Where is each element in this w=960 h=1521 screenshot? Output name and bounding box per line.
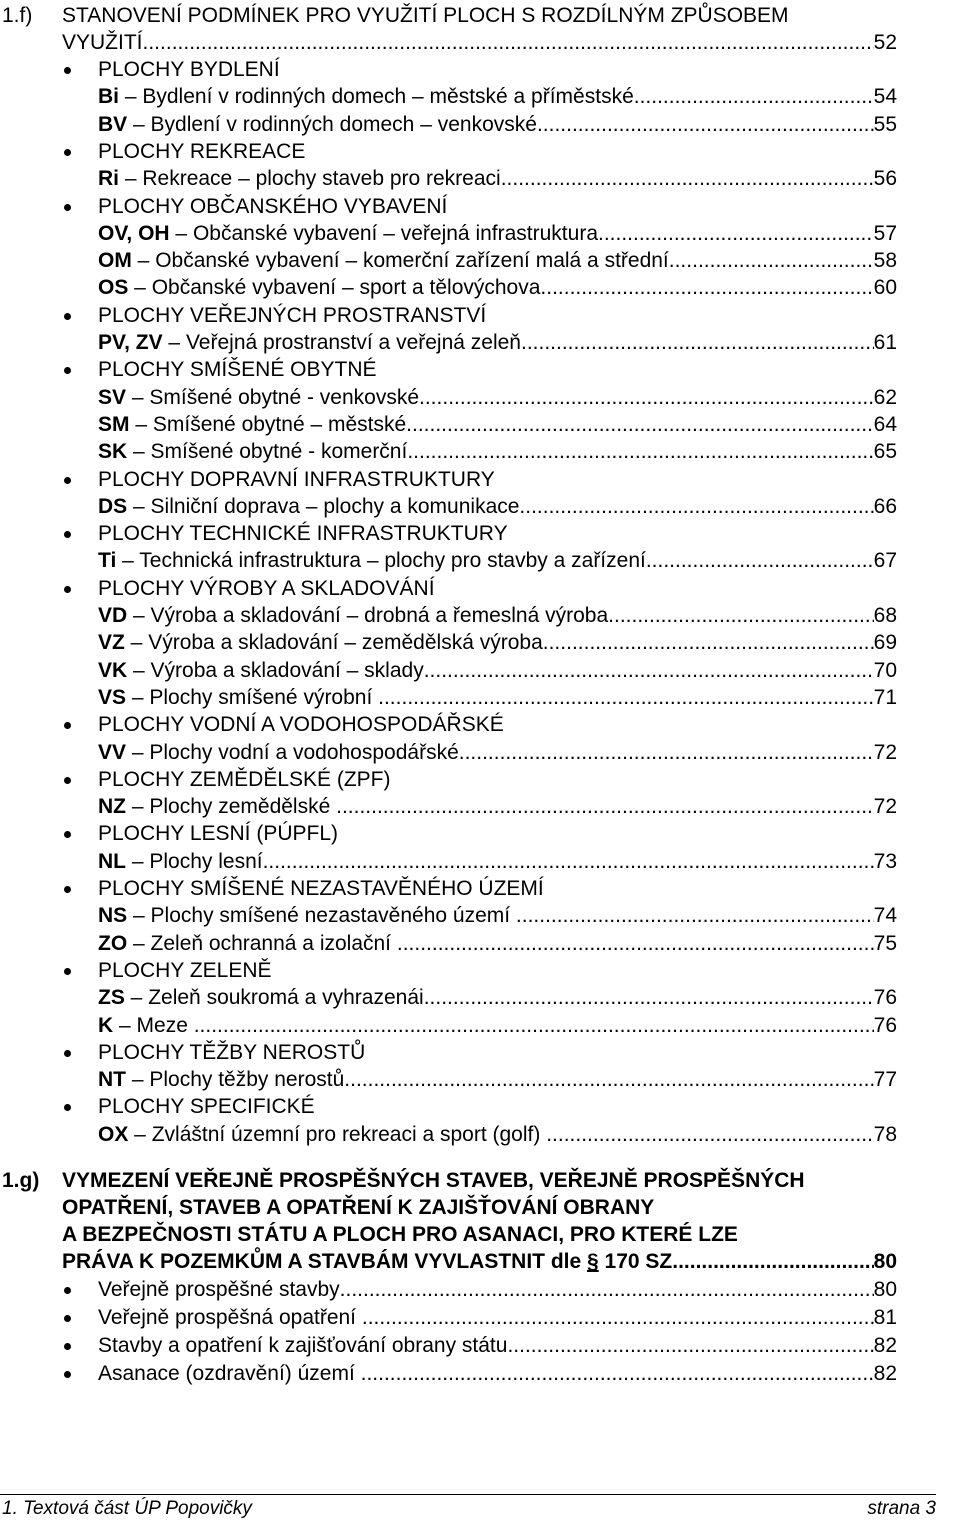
entry-description: Plochy zemědělské	[149, 795, 337, 819]
leader-dots	[406, 411, 873, 438]
section-title: STANOVENÍ PODMÍNEK PRO VYUŽITÍ PLOCH S ROZDÍLNÝM ZPŮSOBEM	[62, 4, 789, 27]
toc-group-heading[interactable]	[0, 1093, 960, 1120]
entry-label	[98, 657, 424, 684]
entry-separator: –	[126, 1068, 150, 1092]
page-number: 56	[873, 167, 897, 191]
toc-entry[interactable]	[0, 220, 960, 247]
leader-dots	[669, 247, 874, 274]
entry-description: Smíšené obytné - komerční	[150, 440, 408, 464]
page-number: 76	[873, 986, 897, 1010]
toc-entry[interactable]	[0, 247, 960, 274]
entry-separator: –	[119, 85, 143, 109]
leader-dots	[634, 83, 874, 110]
leader-dots	[540, 274, 873, 301]
toc-entry[interactable]	[0, 684, 960, 711]
leader-dots	[361, 1360, 874, 1387]
entry-code: SM	[98, 412, 130, 436]
entry-separator: –	[126, 795, 150, 819]
page-number: 82	[873, 1362, 897, 1385]
entry-label	[98, 165, 501, 192]
entry-description: Zvláštní územní pro rekreaci a sport (golf)	[151, 1122, 547, 1146]
entry-separator: –	[169, 221, 193, 245]
entry-label	[98, 547, 646, 574]
toc-entry[interactable]	[0, 657, 960, 684]
toc-entry[interactable]	[0, 1360, 960, 1387]
leader-dots	[362, 1304, 874, 1331]
toc-entry[interactable]	[0, 165, 960, 192]
entry-code: VS	[98, 685, 127, 709]
toc-entry[interactable]	[0, 274, 960, 301]
entry-description: Technická infrastruktura – plochy pro stavby a zařízení	[139, 549, 646, 573]
page-number: 67	[873, 549, 897, 573]
entry-description: Bydlení v rodinných domech – venkovské	[150, 112, 537, 136]
page-number: 68	[873, 604, 897, 627]
toc-entry[interactable]	[0, 1304, 960, 1331]
entry-separator: –	[127, 931, 151, 955]
entry-code: NL	[98, 849, 126, 873]
bullet-icon	[64, 1371, 71, 1378]
toc-entry[interactable]	[0, 848, 960, 875]
toc-group-heading[interactable]	[0, 193, 960, 220]
toc-entry[interactable]	[0, 602, 960, 629]
group-heading-text: PLOCHY BYDLENÍ	[98, 58, 280, 81]
entry-code: SV	[98, 385, 127, 409]
section-title: A BEZPEČNOSTI STÁTU A PLOCH PRO ASANACI, PRO KTERÉ LZE	[62, 1223, 738, 1246]
page-number: 52	[873, 31, 897, 54]
footer-divider	[0, 1494, 936, 1495]
section-number: 1.f)	[2, 4, 33, 27]
leader-dots	[516, 902, 874, 929]
toc-entry[interactable]	[0, 384, 960, 411]
entry-label	[98, 329, 521, 356]
page-footer	[2, 1498, 936, 1520]
leader-dots	[424, 984, 874, 1011]
entry-code: VZ	[98, 631, 125, 655]
page-number: 72	[873, 795, 897, 819]
page-number: 65	[873, 440, 897, 464]
entry-separator: –	[124, 986, 149, 1010]
leader-dots	[424, 657, 874, 684]
page-number: 76	[873, 1013, 897, 1037]
entry-label	[98, 793, 336, 820]
entry-label	[98, 848, 263, 875]
page-number: 69	[873, 631, 897, 655]
entry-description: Zeleň soukromá a vyhrazenái	[148, 986, 424, 1010]
bullet-icon	[64, 1050, 71, 1057]
group-heading-text: PLOCHY DOPRAVNÍ INFRASTRUKTURY	[98, 467, 495, 491]
page-number: 61	[873, 331, 897, 354]
toc-group-heading[interactable]	[0, 302, 960, 329]
page-number: 78	[873, 1122, 897, 1146]
entry-code: SK	[98, 440, 128, 464]
entry-label: Veřejně prospěšná opatření	[98, 1306, 362, 1329]
entry-label: Stavby a opatření k zajišťování obrany státu	[98, 1334, 508, 1357]
group-heading-text: PLOCHY SMÍŠENÉ NEZASTAVĚNÉHO ÚZEMÍ	[98, 877, 544, 900]
bullet-icon	[64, 313, 71, 320]
page-number: 55	[873, 112, 897, 136]
leader-dots	[646, 547, 874, 574]
leader-dots	[507, 1332, 873, 1359]
entry-label	[98, 602, 608, 629]
entry-separator: –	[127, 494, 151, 518]
entry-code: NT	[98, 1068, 126, 1092]
entry-label	[98, 1121, 546, 1148]
entry-code: NZ	[98, 795, 126, 819]
entry-description: Výroba a skladování – drobná a řemeslná výroba	[150, 604, 609, 627]
section-f-title-line1[interactable]	[0, 2, 960, 29]
entry-description: Rekreace – plochy staveb pro rekreaci	[142, 167, 501, 191]
toc-entry[interactable]	[0, 1332, 960, 1359]
page-number: 80	[873, 1278, 897, 1301]
page-number: 54	[873, 85, 897, 109]
toc-group-heading[interactable]	[0, 875, 960, 902]
leader-dots	[501, 165, 874, 192]
entry-code: VD	[98, 604, 128, 627]
group-heading-text: PLOCHY VEŘEJNÝCH PROSTRANSTVÍ	[98, 303, 487, 327]
toc-group-heading[interactable]	[0, 711, 960, 738]
page-number: 64	[873, 412, 897, 436]
bullet-icon	[64, 477, 71, 484]
toc-group-heading[interactable]	[0, 356, 960, 383]
group-heading-text: PLOCHY TĚŽBY NEROSTŮ	[98, 1040, 366, 1064]
leader-dots	[340, 1276, 874, 1303]
leader-dots	[194, 1012, 874, 1039]
toc-entry[interactable]	[0, 930, 960, 957]
page-number: 71	[873, 685, 897, 709]
section-g-title-line3[interactable]	[0, 1221, 960, 1248]
entry-code: ZO	[98, 931, 128, 955]
entry-description: Občanské vybavení – sport a tělovýchova	[151, 276, 541, 300]
bullet-icon	[64, 722, 71, 729]
entry-description: Občanské vybavení – veřejná infrastruktura	[192, 221, 598, 245]
toc-entry[interactable]	[0, 438, 960, 465]
entry-description: Meze	[136, 1013, 194, 1037]
page-number: 74	[873, 904, 897, 928]
title-text: 170 SZ	[598, 1250, 673, 1273]
section-title: VYUŽITÍ	[62, 31, 143, 54]
leader-dots	[608, 602, 873, 629]
group-heading-text: PLOCHY VODNÍ A VODOHOSPODÁŘSKÉ	[98, 713, 504, 737]
entry-label	[98, 984, 424, 1011]
entry-code: Ti	[98, 549, 117, 573]
entry-description: Smíšené obytné - venkovské	[149, 385, 420, 409]
entry-label	[98, 247, 669, 274]
entry-label	[98, 902, 516, 929]
entry-label	[98, 274, 540, 301]
leader-dots	[672, 1248, 873, 1275]
toc-entry[interactable]	[0, 1012, 960, 1039]
section-g-title-line2[interactable]	[0, 1194, 960, 1221]
toc-group-heading[interactable]	[0, 56, 960, 83]
entry-code: VV	[98, 740, 127, 764]
toc-group-heading[interactable]	[0, 766, 960, 793]
entry-code: Bi	[98, 85, 119, 109]
entry-label	[98, 111, 537, 138]
bullet-icon	[64, 1315, 71, 1322]
entry-description: Plochy vodní a vodohospodářské	[149, 740, 459, 764]
bullet-icon	[64, 586, 71, 593]
page-number: 75	[873, 931, 897, 955]
entry-label	[98, 684, 378, 711]
bullet-icon	[64, 1104, 71, 1111]
toc-entry[interactable]	[0, 793, 960, 820]
toc-group-heading[interactable]	[0, 575, 960, 602]
entry-description: Plochy těžby nerostů	[149, 1068, 345, 1092]
entry-description: Bydlení v rodinných domech – městské a příměstské	[142, 85, 634, 109]
entry-description: Výroba a skladování – sklady	[150, 658, 424, 682]
section-title: VYMEZENÍ VEŘEJNĚ PROSPĚŠNÝCH STAVEB, VEŘEJNĚ PROSPĚŠNÝCH	[62, 1169, 805, 1192]
leader-dots	[546, 1121, 873, 1148]
toc-group-heading[interactable]	[0, 466, 960, 493]
toc-entry[interactable]	[0, 1276, 960, 1303]
toc-entry[interactable]	[0, 493, 960, 520]
entry-code: OV, OH	[98, 221, 170, 245]
entry-separator: –	[113, 1013, 137, 1037]
page-number: 62	[873, 385, 897, 409]
entry-label	[98, 411, 406, 438]
bullet-icon	[64, 367, 71, 374]
entry-code: BV	[98, 112, 128, 136]
paragraph-symbol: §	[587, 1250, 599, 1273]
toc-entry[interactable]	[0, 1121, 960, 1148]
section-title: OPATŘENÍ, STAVEB A OPATŘENÍ K ZAJIŠŤOVÁNÍ OBRANY	[62, 1196, 655, 1219]
entry-code: ZS	[98, 986, 125, 1010]
toc-entry[interactable]	[0, 111, 960, 138]
entry-separator: –	[129, 412, 153, 436]
entry-label	[98, 629, 543, 656]
section-title	[62, 1248, 672, 1275]
toc-entry[interactable]	[0, 902, 960, 929]
entry-label: Asanace (ozdravění) území	[98, 1362, 361, 1385]
leader-dots	[336, 793, 874, 820]
entry-separator: –	[126, 385, 150, 409]
entry-label	[98, 438, 407, 465]
entry-label	[98, 1012, 194, 1039]
entry-separator: –	[126, 740, 150, 764]
entry-label	[98, 220, 598, 247]
entry-description: Silniční doprava – plochy a komunikace	[150, 494, 520, 518]
entry-code: OX	[98, 1122, 129, 1146]
leader-dots	[543, 629, 874, 656]
toc-entry[interactable]	[0, 83, 960, 110]
toc-group-heading[interactable]	[0, 820, 960, 847]
toc-entry[interactable]	[0, 984, 960, 1011]
entry-label	[98, 83, 634, 110]
footer-page-label: strana 3	[867, 1498, 936, 1519]
bullet-icon	[64, 149, 71, 156]
leader-dots	[344, 1066, 873, 1093]
leader-dots	[459, 739, 874, 766]
toc-entry[interactable]	[0, 739, 960, 766]
entry-code: PV, ZV	[98, 331, 163, 354]
group-heading-text: PLOCHY ZEMĚDĚLSKÉ (ZPF)	[98, 767, 391, 791]
toc-entry[interactable]	[0, 329, 960, 356]
entry-separator: –	[127, 658, 151, 682]
entry-description: Veřejná prostranství a veřejná zeleň	[185, 331, 521, 354]
leader-dots	[263, 848, 874, 875]
page-number: 60	[873, 276, 897, 300]
toc-entry[interactable]	[0, 411, 960, 438]
entry-separator: –	[131, 249, 156, 273]
entry-description: Plochy smíšené výrobní	[149, 685, 379, 709]
entry-separator: –	[126, 849, 150, 873]
entry-description: Plochy lesní	[149, 849, 263, 873]
leader-dots	[598, 220, 874, 247]
entry-code: VK	[98, 658, 128, 682]
section-number: 1.g)	[2, 1169, 40, 1192]
group-heading-text: PLOCHY ZELENĚ	[98, 958, 272, 982]
bullet-icon	[64, 204, 71, 211]
entry-description: Zeleň ochranná a izolační	[150, 931, 397, 955]
title-text: PRÁVA K POZEMKŮM A STAVBÁM VYVLASTNIT dle	[62, 1250, 588, 1273]
page-number: 81	[873, 1306, 897, 1329]
toc-group-heading[interactable]	[0, 957, 960, 984]
entry-separator: –	[162, 331, 186, 354]
bullet-icon	[64, 831, 71, 838]
entry-label	[98, 739, 459, 766]
toc-entry[interactable]	[0, 1066, 960, 1093]
leader-dots	[519, 493, 873, 520]
page-number: 70	[873, 658, 897, 682]
entry-separator: –	[116, 549, 140, 573]
entry-code: OM	[98, 249, 132, 273]
leader-dots	[521, 329, 874, 356]
page-number: 77	[873, 1068, 897, 1092]
entry-description: Občanské vybavení – komerční zařízení malá a střední	[155, 249, 669, 273]
page-number: 66	[873, 494, 897, 518]
group-heading-text: PLOCHY SPECIFICKÉ	[98, 1095, 315, 1119]
bullet-icon	[64, 1343, 71, 1350]
leader-dots	[397, 930, 874, 957]
leader-dots	[407, 438, 873, 465]
bullet-icon	[64, 968, 71, 975]
entry-code: K	[98, 1013, 114, 1037]
entry-description: Smíšené obytné – městské	[152, 412, 407, 436]
page-number: 72	[873, 740, 897, 764]
entry-label	[98, 493, 519, 520]
entry-description: Výroba a skladování – zemědělská výroba	[148, 631, 543, 655]
entry-code: Ri	[98, 167, 119, 191]
leader-dots	[143, 29, 874, 56]
bullet-icon	[64, 531, 71, 538]
footer-document-title: 1. Textová část ÚP Popovičky	[2, 1498, 252, 1519]
entry-label: Veřejně prospěšné stavby	[98, 1278, 340, 1301]
entry-label	[98, 384, 419, 411]
entry-separator: –	[126, 685, 150, 709]
leader-dots	[378, 684, 874, 711]
group-heading-text: PLOCHY VÝROBY A SKLADOVÁNÍ	[98, 576, 435, 600]
page-number: 80	[873, 1250, 897, 1273]
entry-separator: –	[127, 604, 151, 627]
entry-label	[98, 1066, 344, 1093]
section-g-title-line1[interactable]	[0, 1167, 960, 1194]
group-heading-text: PLOCHY TECHNICKÉ INFRASTRUKTURY	[98, 522, 508, 546]
bullet-icon	[64, 777, 71, 784]
leader-dots	[419, 384, 874, 411]
leader-dots	[537, 111, 874, 138]
entry-separator: –	[128, 276, 152, 300]
group-heading-text: PLOCHY LESNÍ (PÚPFL)	[98, 822, 339, 846]
section-g-title-line4[interactable]	[0, 1248, 960, 1275]
entry-description: Plochy smíšené nezastavěného území	[150, 904, 516, 928]
entry-separator: –	[128, 1122, 152, 1146]
toc-group-heading[interactable]	[0, 520, 960, 547]
entry-separator: –	[124, 631, 149, 655]
toc-entry[interactable]	[0, 547, 960, 574]
entry-separator: –	[127, 112, 151, 136]
group-heading-text: PLOCHY SMÍŠENÉ OBYTNÉ	[98, 358, 377, 382]
bullet-icon	[64, 886, 71, 893]
page-number: 58	[873, 249, 897, 273]
toc-group-heading[interactable]	[0, 1039, 960, 1066]
bullet-icon	[64, 67, 71, 74]
toc-group-heading[interactable]	[0, 138, 960, 165]
entry-separator: –	[127, 440, 151, 464]
toc-entry[interactable]	[0, 629, 960, 656]
entry-code: DS	[98, 494, 128, 518]
entry-label	[98, 930, 397, 957]
page-number: 82	[873, 1334, 897, 1357]
entry-code: OS	[98, 276, 129, 300]
group-heading-text: PLOCHY OBČANSKÉHO VYBAVENÍ	[98, 194, 448, 218]
entry-separator: –	[127, 904, 151, 928]
page-number: 73	[873, 849, 897, 873]
group-heading-text: PLOCHY REKREACE	[98, 139, 306, 163]
section-f-title-line2[interactable]	[0, 29, 960, 56]
entry-separator: –	[119, 167, 143, 191]
entry-code: NS	[98, 904, 128, 928]
bullet-icon	[64, 1287, 71, 1294]
page-number: 57	[873, 221, 897, 245]
